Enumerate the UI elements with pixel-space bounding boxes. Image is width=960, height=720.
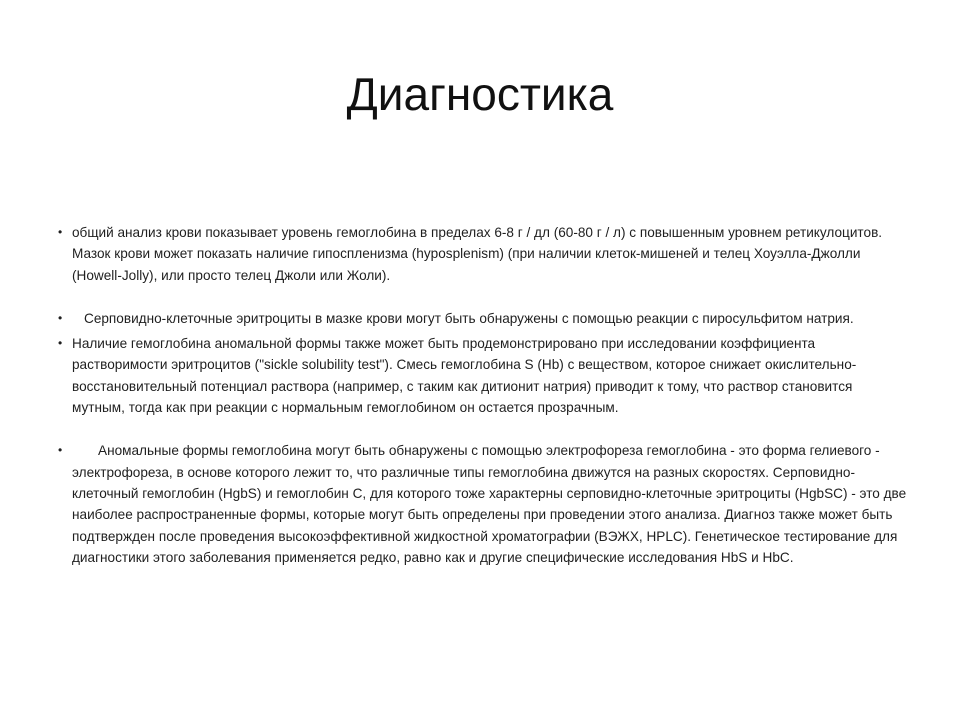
bullet-item-blood-test xyxy=(58,222,908,286)
slide-title: Диагностика xyxy=(346,68,614,120)
bullet-text: Наличие гемоглобина аномальной формы также может быть продемонстрировано при исследовании коэффициента растворимости эритроцитов ("sickle solubility test"). Смесь гемоглобина S (Hb) с веществом, которое снижает окислительно-восстановительный потенциал раствора (например, с таким как дитионит натрия) приводит к тому, что раствор становится мутным, тогда как при реакции с нормальным гемоглобином он остается прозрачным. xyxy=(72,336,857,416)
bullet-marker: • xyxy=(58,336,63,351)
bullet-text: общий анализ крови показывает уровень гемоглобина в пределах 6-8 г / дл (60-80 г / л) с повышенным уровнем ретикулоцитов. Мазок крови может показать наличие гипоспленизма (hyposplenism) (при наличии клеток-мишеней и телец Хоуэлла-Джолли (Howell-Jolly), или просто телец Джоли или Жоли). xyxy=(72,225,883,283)
bullet-marker: • xyxy=(58,310,63,325)
bullet-item-electrophoresis xyxy=(58,440,908,568)
bullet-text: Серповидно-клеточные эритроциты в мазке крови могут быть обнаружены с помощью реакции с пиросульфитом натрия. xyxy=(84,310,854,326)
bullet-item-solubility-test xyxy=(58,333,908,418)
bullet-item-sickle-cells xyxy=(58,308,908,329)
bullet-text: Аномальные формы гемоглобина могут быть обнаружены с помощью электрофореза гемоглобина - это форма гелиевого - электрофореза, в основе которого лежит то, что различные типы гемоглобина движутся на разных скоростях. Серповидно-клеточный гемоглобин (HgbS) и гемоглобин С, для которого тоже характерны серповидно-клеточные эритроциты (HgbSC) - это две наиболее распространенные формы, которые могут быть определены при проведении этого анализа. Диагноз также может быть подтвержден после проведения высокоэффективной жидкостной хроматографии (ВЭЖХ, HPLC). Генетическое тестирование для диагностики этого заболевания применяется редко, равно как и другие специфические исследования HbS и HbC. xyxy=(72,443,907,565)
bullet-marker: • xyxy=(58,443,63,458)
bullet-marker: • xyxy=(58,225,63,239)
bullet-list xyxy=(58,222,908,568)
